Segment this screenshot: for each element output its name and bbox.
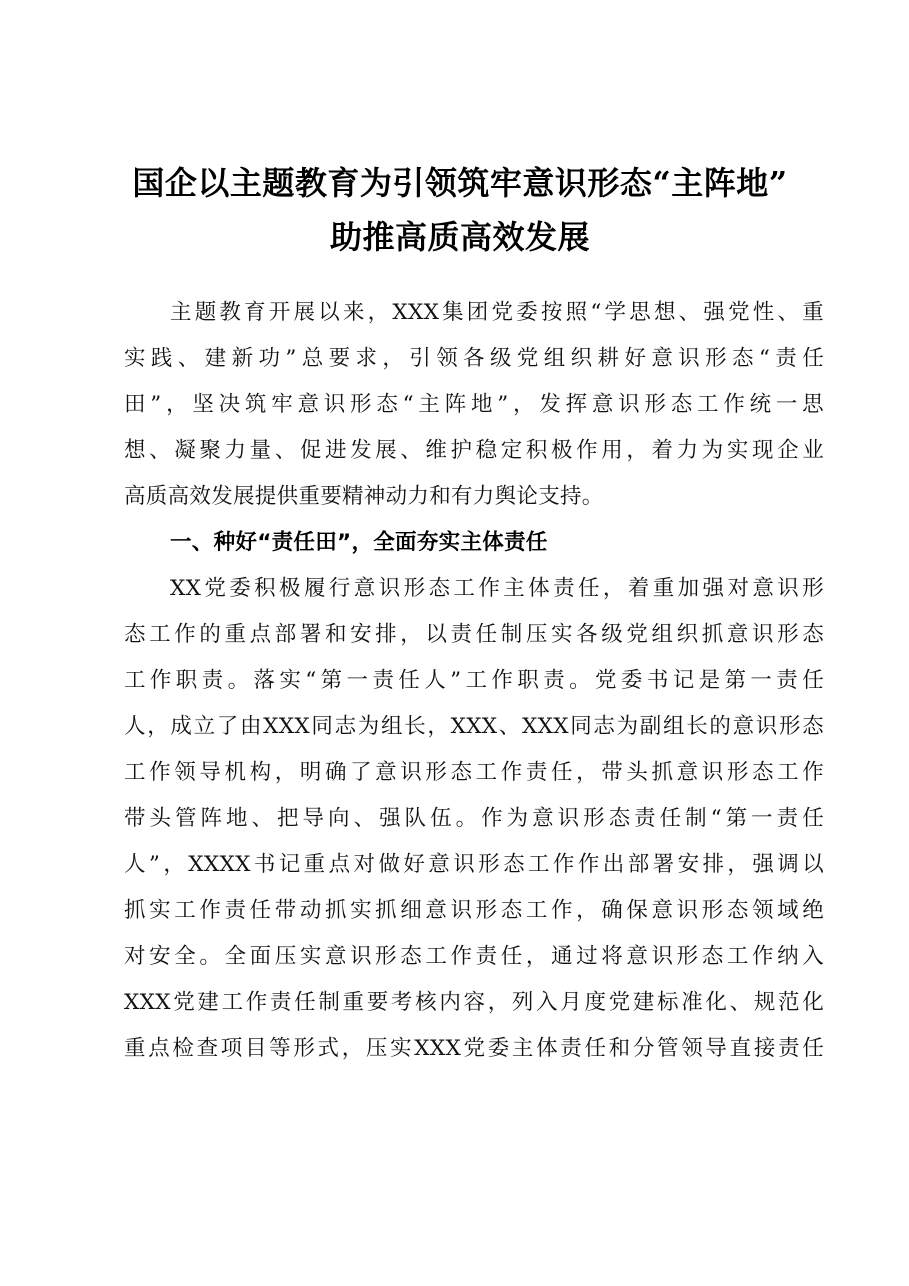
text-line: 带头管阵地、把导向、强队伍。作为意识形态责任制“第一责任 (124, 806, 824, 831)
text-line: 主题教育开展以来，XXX集团党委按照“学思想、强党性、重 (170, 300, 824, 325)
document-body (124, 290, 824, 1072)
text-line: 态工作的重点部署和安排，以责任制压实各级党组织抓意识形态 (124, 622, 824, 647)
text-line: 田”，坚决筑牢意识形态“主阵地”，发挥意识形态工作统一思 (124, 392, 824, 417)
text-line: 工作领导机构，明确了意识形态工作责任，带头抓意识形态工作 (124, 760, 824, 785)
title-line: 国企以主题教育为引领筑牢意识形态“主阵地” (132, 164, 788, 202)
text-line: 人，成立了由XXX同志为组长，XXX、XXX同志为副组长的意识形态 (124, 714, 824, 739)
section-heading: 一、种好“责任田”，全面夯实主体责任 (170, 530, 548, 555)
text-line: 重点检查项目等形式，压实XXX党委主体责任和分管领导直接责任 (124, 1036, 824, 1061)
text-line: 实践、建新功”总要求，引领各级党组织耕好意识形态“责任 (124, 346, 824, 371)
text-line: 高质高效发展提供重要精神动力和有力舆论支持。 (124, 484, 604, 509)
paragraph-section-1 (124, 566, 824, 1072)
text-line: 人”，XXXX书记重点对做好意识形态工作作出部署安排，强调以 (124, 852, 824, 877)
text-line: XXX党建工作责任制重要考核内容，列入月度党建标准化、规范化 (124, 990, 824, 1015)
text-line: 对安全。全面压实意识形态工作责任，通过将意识形态工作纳入 (124, 944, 824, 969)
text-line: 想、凝聚力量、促进发展、维护稳定积极作用，着力为实现企业 (124, 438, 824, 463)
text-line: 工作职责。落实“第一责任人”工作职责。党委书记是第一责任 (124, 668, 824, 693)
title-line: 助推高质高效发展 (329, 218, 590, 256)
document-title (110, 156, 810, 264)
paragraph-intro (124, 290, 824, 520)
text-line: 抓实工作责任带动抓实抓细意识形态工作，确保意识形态领域绝 (124, 898, 824, 923)
text-line: XX党委积极履行意识形态工作主体责任，着重加强对意识形 (170, 576, 824, 601)
